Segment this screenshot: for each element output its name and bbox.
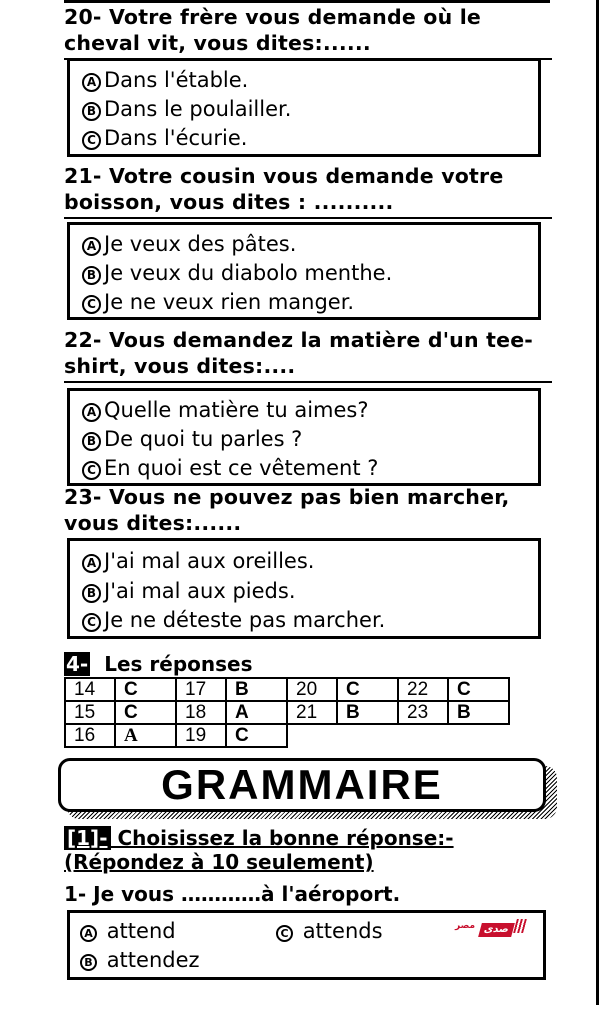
- option-b[interactable]: B attendez: [80, 946, 200, 974]
- question-underline: [64, 381, 552, 383]
- answer-letter: C: [337, 678, 398, 701]
- logo-bars-icon: [513, 919, 527, 933]
- question-20: 20- Votre frère vous demande où le cheval vit, vous dites:......: [64, 4, 552, 56]
- answer-number: 14: [65, 678, 115, 701]
- answer-letter: C: [448, 678, 509, 701]
- table-row: [65, 701, 509, 724]
- grammar-subtitle: (Répondez à 10 seulement): [64, 850, 374, 874]
- answer-letter: C: [115, 701, 176, 724]
- answer-number: 22: [398, 678, 448, 701]
- answer-number: 23: [398, 701, 448, 724]
- answer-letter: A: [226, 701, 287, 724]
- option-b[interactable]: B Je veux du diabolo menthe.: [82, 259, 392, 287]
- answer-letter: B: [448, 701, 509, 724]
- option-c[interactable]: C Dans l'écurie.: [82, 124, 247, 152]
- options-box-20: [67, 58, 541, 157]
- circled-b-icon: B: [82, 584, 101, 603]
- answer-letter: B: [226, 678, 287, 701]
- question-22: 22- Vous demandez la matière d'un tee-shirt, vous dites:....: [64, 327, 552, 379]
- option-b[interactable]: B J'ai mal aux pieds.: [82, 577, 296, 605]
- options-box-23: [67, 538, 541, 639]
- answer-number: 18: [176, 701, 226, 724]
- circled-c-icon: C: [82, 295, 101, 314]
- option-a[interactable]: A J'ai mal aux oreilles.: [82, 547, 314, 575]
- question-23: 23- Vous ne pouvez pas bien marcher, vous dites:......: [64, 485, 510, 535]
- circled-b-icon: B: [82, 432, 101, 451]
- grammar-question-1: 1- Je vous …………à l'aéroport.: [64, 882, 401, 906]
- circled-c-icon: C: [82, 131, 101, 150]
- empty-cell: [287, 724, 509, 747]
- top-rule: [64, 0, 550, 3]
- option-a[interactable]: A Je veux des pâtes.: [82, 230, 296, 258]
- option-b[interactable]: B Dans le poulailler.: [82, 95, 291, 123]
- table-row: [65, 678, 509, 701]
- section-number-badge: 4-: [66, 652, 89, 676]
- answer-number: 16: [65, 724, 115, 747]
- options-box-22: [67, 388, 541, 486]
- option-a[interactable]: A Dans l'étable.: [82, 66, 248, 94]
- answer-number: 19: [176, 724, 226, 747]
- answer-number: 20: [287, 678, 337, 701]
- table-row: [65, 724, 509, 747]
- option-a[interactable]: A Quelle matière tu aimes?: [82, 396, 369, 424]
- watermark-logo: $^{مصر}$ صدى: [455, 917, 525, 935]
- answers-heading: 4- Les réponses: [66, 652, 253, 676]
- option-b[interactable]: B De quoi tu parles ?: [82, 425, 302, 453]
- circled-a-icon: A: [82, 237, 101, 256]
- answers-table: [64, 677, 510, 748]
- section-number-badge: [1]-: [64, 826, 111, 850]
- option-c[interactable]: C Je ne veux rien manger.: [82, 288, 354, 316]
- answer-letter: C: [226, 724, 287, 747]
- answer-number: 15: [65, 701, 115, 724]
- circled-a-icon: A: [82, 73, 101, 92]
- circled-c-icon: C: [82, 461, 101, 480]
- option-c[interactable]: C En quoi est ce vêtement ?: [82, 454, 378, 482]
- option-a[interactable]: A attend: [80, 917, 176, 945]
- answer-letter: B: [337, 701, 398, 724]
- answer-number: 17: [176, 678, 226, 701]
- option-c[interactable]: C Je ne déteste pas marcher.: [82, 606, 385, 634]
- right-margin-rule: [596, 0, 599, 1005]
- options-box-21: [67, 222, 541, 320]
- circled-a-icon: A: [82, 403, 101, 422]
- circled-b-icon: B: [80, 954, 97, 971]
- question-21: 21- Votre cousin vous demande votre boisson, vous dites : ..........: [64, 163, 552, 215]
- circled-c-icon: C: [276, 925, 293, 942]
- circled-a-icon: A: [82, 554, 101, 573]
- answer-number: 21: [287, 701, 337, 724]
- circled-a-icon: A: [80, 925, 97, 942]
- question-underline: [64, 217, 552, 219]
- grammar-banner: GRAMMAIRE: [58, 758, 546, 812]
- grammar-section-heading: [1]- Choisissez la bonne réponse:-: [64, 826, 454, 850]
- circled-c-icon: C: [82, 613, 101, 632]
- circled-b-icon: B: [82, 102, 101, 121]
- answer-letter: C: [115, 678, 176, 701]
- answer-letter: A: [115, 724, 176, 747]
- option-c[interactable]: C attends: [276, 917, 383, 945]
- circled-b-icon: B: [82, 266, 101, 285]
